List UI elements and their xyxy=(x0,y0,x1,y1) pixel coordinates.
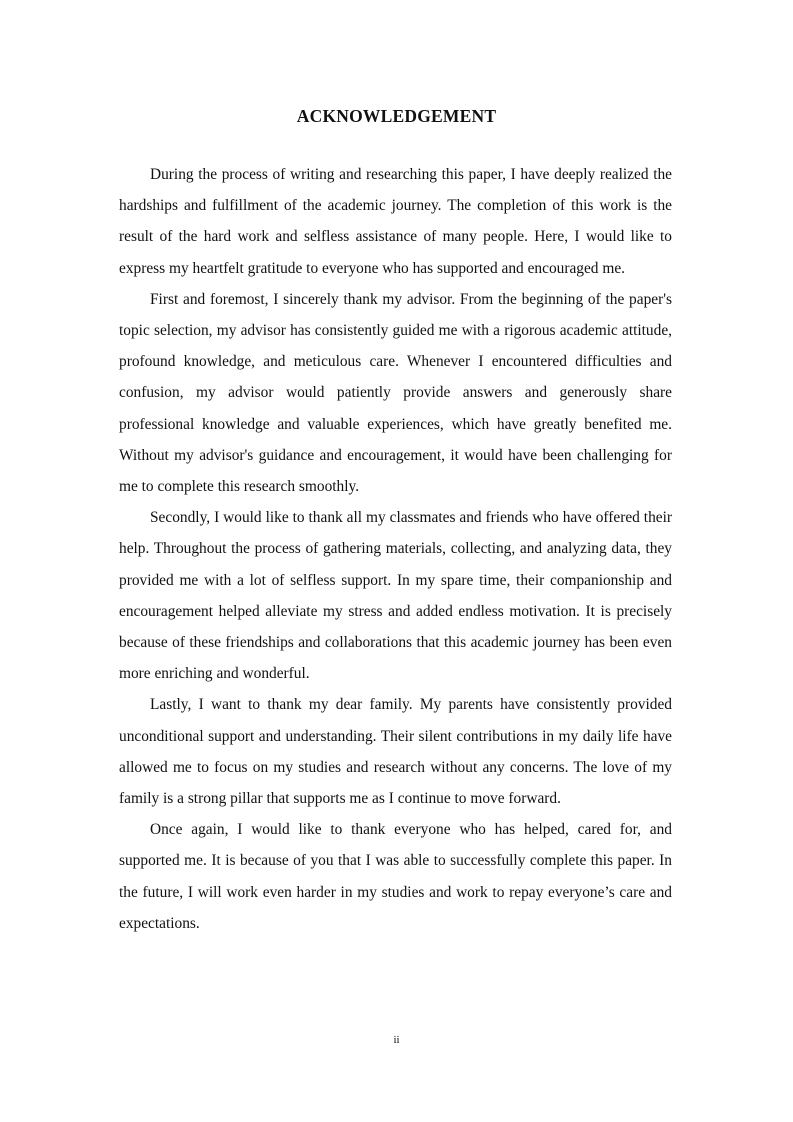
acknowledgement-body xyxy=(119,159,672,939)
page-title: ACKNOWLEDGEMENT xyxy=(296,106,497,126)
paragraph-1: During the process of writing and researching this paper, I have deeply realized the hardships and fulfillment of the academic journey. The completion of this work is the result of the hard work and selfless assistance of many people. Here, I would like to express my heartfelt gratitude to everyone who has supported and encouraged me. xyxy=(119,166,672,277)
paragraph-5: Once again, I would like to thank everyone who has helped, cared for, and supported me. It is because of you that I was able to successfully complete this paper. In the future, I will work even harder in my studies and work to repay everyone’s care and expectations. xyxy=(119,821,672,932)
paragraph-2: First and foremost, I sincerely thank my advisor. From the beginning of the paper's topic selection, my advisor has consistently guided me with a rigorous academic attitude, profound knowledge, and meticulous care. Whenever I encountered difficulties and confusion, my advisor would patiently provide answers and generously share professional knowledge and valuable experiences, which have greatly benefited me. Without my advisor's guidance and encouragement, it would have been challenging for me to complete this research smoothly. xyxy=(119,290,672,496)
page-number: ii xyxy=(393,1034,400,1046)
paragraph-4: Lastly, I want to thank my dear family. My parents have consistently provided unconditional support and understanding. Their silent contributions in my daily life have allowed me to focus on my studies and research without any concerns. The love of my family is a strong pillar that supports me as I continue to move forward. xyxy=(119,696,672,808)
paragraph-3: Secondly, I would like to thank all my classmates and friends who have offered their help. Throughout the process of gathering materials, collecting, and analyzing data, they provided me with a lot of selfless support. In my spare time, their companionship and encouragement helped alleviate my stress and added endless motivation. It is precisely because of these friendships and collaborations that this academic journey has been even more enriching and wonderful. xyxy=(119,509,672,683)
